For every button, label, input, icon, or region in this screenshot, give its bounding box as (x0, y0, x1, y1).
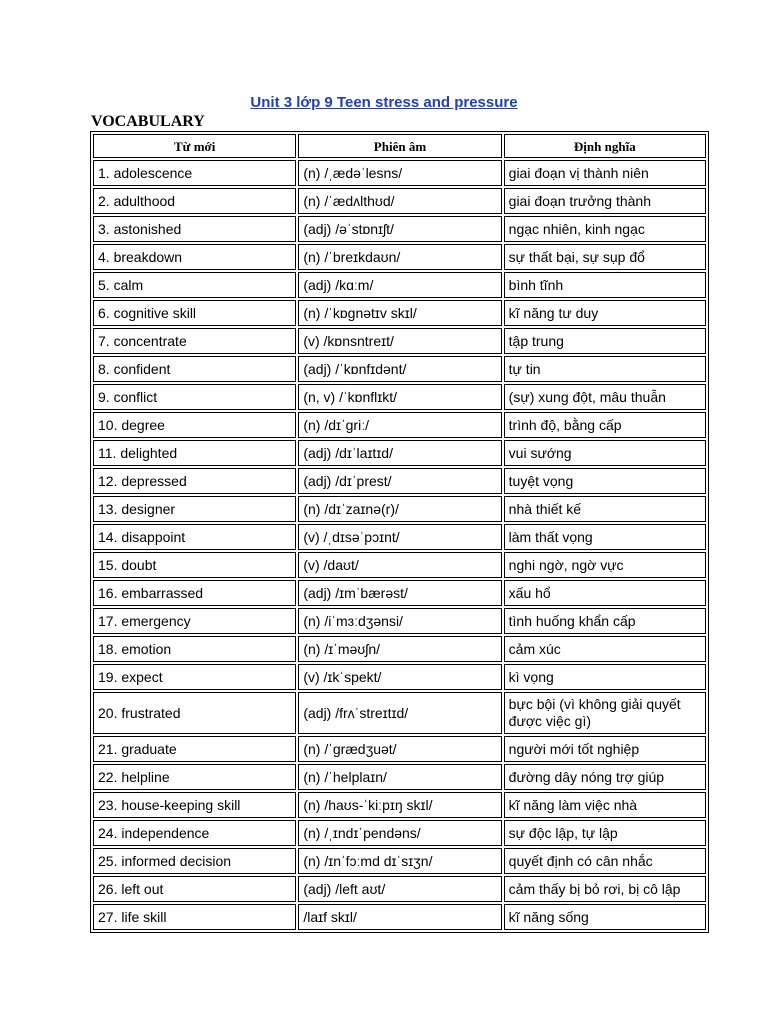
word-cell: 8. confident (93, 356, 296, 382)
word-cell: 12. depressed (93, 468, 296, 494)
pronunciation-cell: (v) /daʊt/ (298, 552, 501, 578)
pronunciation-cell: (n) /ˌædəˈlesns/ (298, 160, 501, 186)
definition-cell: cảm thấy bị bỏ rơi, bị cô lập (504, 876, 706, 902)
pronunciation-cell: (n) /dɪˈzaɪnə(r)/ (298, 496, 501, 522)
definition-cell: kĩ năng tư duy (504, 300, 706, 326)
pronunciation-cell: (adj) /kɑːm/ (298, 272, 501, 298)
word-cell: 9. conflict (93, 384, 296, 410)
table-row (93, 188, 706, 214)
definition-cell: nghi ngờ, ngờ vực (504, 552, 706, 578)
definition-cell: tình huống khẩn cấp (504, 608, 706, 634)
definition-cell: kì vọng (504, 664, 706, 690)
word-cell: 21. graduate (93, 736, 296, 762)
definition-cell: đường dây nóng trợ giúp (504, 764, 706, 790)
word-cell: 18. emotion (93, 636, 296, 662)
table-row (93, 384, 706, 410)
table-row (93, 904, 706, 930)
table-row (93, 792, 706, 818)
word-cell: 6. cognitive skill (93, 300, 296, 326)
pronunciation-cell: (adj) /dɪˈlaɪtɪd/ (298, 440, 501, 466)
word-cell: 5. calm (93, 272, 296, 298)
pronunciation-cell: (n) /ˈhelplaɪn/ (298, 764, 501, 790)
table-row (93, 468, 706, 494)
word-cell: 25. informed decision (93, 848, 296, 874)
word-cell: 22. helpline (93, 764, 296, 790)
word-cell: 17. emergency (93, 608, 296, 634)
word-cell: 2. adulthood (93, 188, 296, 214)
table-row (93, 300, 706, 326)
table-row (93, 328, 706, 354)
table-row (93, 876, 706, 902)
table-row (93, 736, 706, 762)
pronunciation-cell: (adj) /əˈstɒnɪʃt/ (298, 216, 501, 242)
definition-cell: nhà thiết kế (504, 496, 706, 522)
pronunciation-cell: (n, v) /ˈkɒnflɪkt/ (298, 384, 501, 410)
table-row (93, 692, 706, 734)
definition-cell: bực bội (vì không giải quyết được việc gì) (504, 692, 706, 734)
definition-cell: (sự) xung đột, mâu thuẫn (504, 384, 706, 410)
pronunciation-cell: (n) /ˌɪndɪˈpendəns/ (298, 820, 501, 846)
table-row (93, 524, 706, 550)
table-row (93, 636, 706, 662)
definition-cell: sự thất bại, sự sụp đổ (504, 244, 706, 270)
pronunciation-cell: (adj) /frʌˈstreɪtɪd/ (298, 692, 501, 734)
pronunciation-cell: (n) /dɪˈgriː/ (298, 412, 501, 438)
word-cell: 13. designer (93, 496, 296, 522)
word-cell: 20. frustrated (93, 692, 296, 734)
word-cell: 24. independence (93, 820, 296, 846)
definition-cell: giai đoạn vị thành niên (504, 160, 706, 186)
definition-cell: sự độc lập, tự lập (504, 820, 706, 846)
table-row (93, 412, 706, 438)
pronunciation-cell: (adj) /ˈkɒnfɪdənt/ (298, 356, 501, 382)
definition-cell: vui sướng (504, 440, 706, 466)
pronunciation-cell: (n) /haʊs-ˈkiːpɪŋ skɪl/ (298, 792, 501, 818)
table-row (93, 496, 706, 522)
definition-cell: người mới tốt nghiệp (504, 736, 706, 762)
definition-cell: quyết định có cân nhắc (504, 848, 706, 874)
table-row (93, 160, 706, 186)
word-cell: 1. adolescence (93, 160, 296, 186)
table-row (93, 820, 706, 846)
vocabulary-table (90, 131, 709, 933)
word-cell: 7. concentrate (93, 328, 296, 354)
word-cell: 15. doubt (93, 552, 296, 578)
table-row (93, 356, 706, 382)
definition-cell: kĩ năng làm việc nhà (504, 792, 706, 818)
word-cell: 19. expect (93, 664, 296, 690)
word-cell: 23. house-keeping skill (93, 792, 296, 818)
definition-cell: cảm xúc (504, 636, 706, 662)
pronunciation-cell: (n) /ˈkɒgnətɪv skɪl/ (298, 300, 501, 326)
pronunciation-cell: /laɪf skɪl/ (298, 904, 501, 930)
header-new-word: Từ mới (93, 134, 296, 158)
definition-cell: ngạc nhiên, kinh ngạc (504, 216, 706, 242)
definition-cell: tuyệt vọng (504, 468, 706, 494)
table-row (93, 272, 706, 298)
definition-cell: trình độ, bằng cấp (504, 412, 706, 438)
pronunciation-cell: (n) /ɪˈməʊʃn/ (298, 636, 501, 662)
pronunciation-cell: (v) /ˌdɪsəˈpɔɪnt/ (298, 524, 501, 550)
table-row (93, 552, 706, 578)
definition-cell: bình tĩnh (504, 272, 706, 298)
document-title[interactable]: Unit 3 lớp 9 Teen stress and pressure (250, 94, 518, 111)
word-cell: 16. embarrassed (93, 580, 296, 606)
definition-cell: làm thất vọng (504, 524, 706, 550)
pronunciation-cell: (v) /ɪkˈspekt/ (298, 664, 501, 690)
pronunciation-cell: (n) /ɪnˈfɔːmd dɪˈsɪʒn/ (298, 848, 501, 874)
pronunciation-cell: (n) /iˈmɜːdʒənsi/ (298, 608, 501, 634)
section-heading: VOCABULARY (91, 113, 205, 130)
definition-cell: tập trung (504, 328, 706, 354)
word-cell: 10. degree (93, 412, 296, 438)
word-cell: 3. astonished (93, 216, 296, 242)
word-cell: 11. delighted (93, 440, 296, 466)
table-row (93, 664, 706, 690)
definition-cell: giai đoạn trưởng thành (504, 188, 706, 214)
table-row (93, 440, 706, 466)
pronunciation-cell: (n) /ˈædʌlthʊd/ (298, 188, 501, 214)
pronunciation-cell: (v) /kɒnsntreɪt/ (298, 328, 501, 354)
table-row (93, 848, 706, 874)
header-definition: Định nghĩa (504, 134, 706, 158)
table-row (93, 244, 706, 270)
header-pronunciation: Phiên âm (298, 134, 501, 158)
word-cell: 27. life skill (93, 904, 296, 930)
word-cell: 4. breakdown (93, 244, 296, 270)
definition-cell: xấu hổ (504, 580, 706, 606)
pronunciation-cell: (adj) /dɪˈprest/ (298, 468, 501, 494)
pronunciation-cell: (n) /ˈgrædʒuət/ (298, 736, 501, 762)
table-row (93, 764, 706, 790)
pronunciation-cell: (adj) /left aʊt/ (298, 876, 501, 902)
word-cell: 14. disappoint (93, 524, 296, 550)
table-row (93, 580, 706, 606)
table-header-row (93, 134, 706, 158)
definition-cell: kĩ năng sống (504, 904, 706, 930)
table-row (93, 608, 706, 634)
word-cell: 26. left out (93, 876, 296, 902)
pronunciation-cell: (n) /ˈbreɪkdaʊn/ (298, 244, 501, 270)
definition-cell: tự tin (504, 356, 706, 382)
pronunciation-cell: (adj) /ɪmˈbærəst/ (298, 580, 501, 606)
table-row (93, 216, 706, 242)
